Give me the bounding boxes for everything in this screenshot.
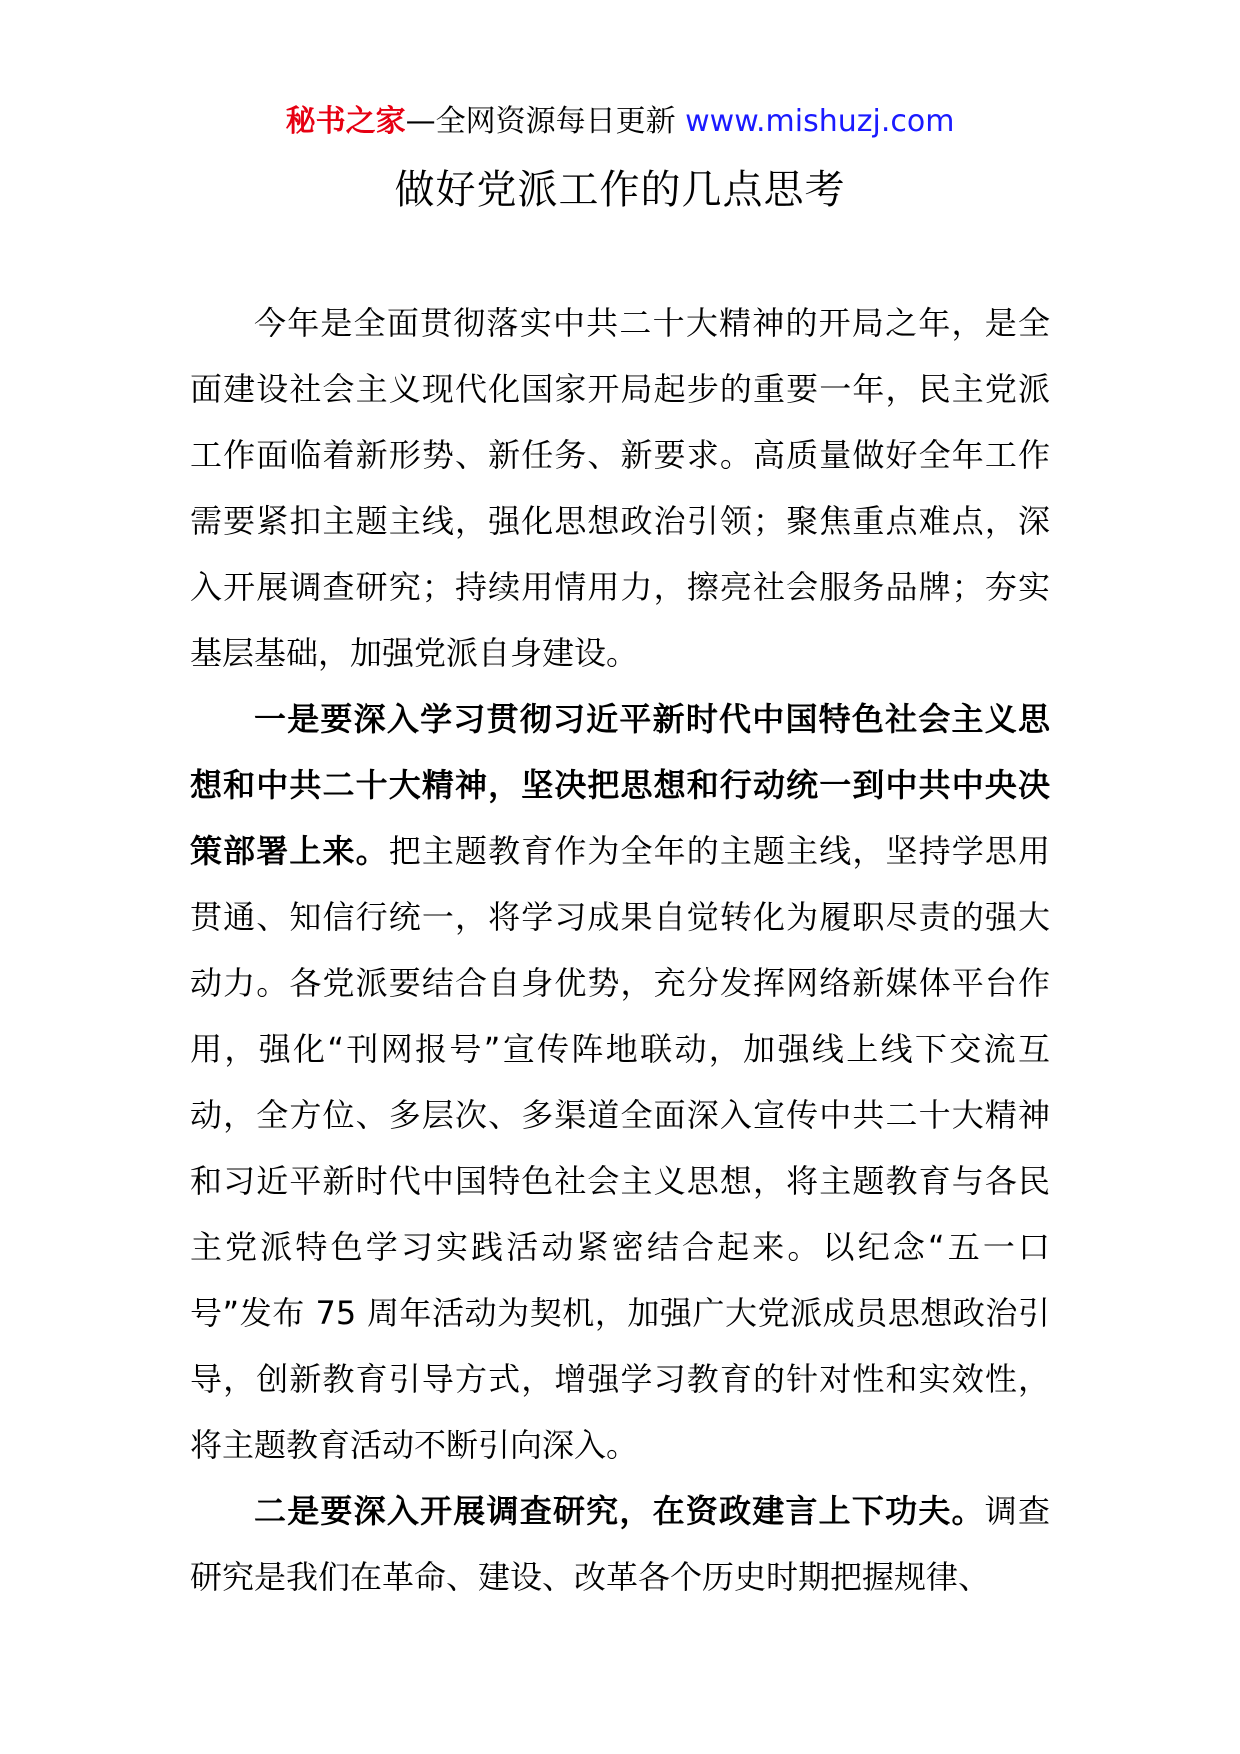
paragraph-intro [190, 290, 1050, 686]
paragraph-point-two [190, 1478, 1050, 1610]
document-body [190, 290, 1050, 1610]
site-slogan: —全网资源每日更新 [405, 104, 676, 139]
document-title: 做好党派工作的几点思考 [394, 167, 846, 213]
paragraph-text: 把主题教育作为全年的主题主线，坚持学思用贯通、知信行统一，将学习成果自觉转化为履职尽责的强大动力。各党派要结合自身优势，充分发挥网络新媒体平台作用，强化“刊网报号”宣传阵地联动，加强线上线下交流互动，全方位、多层次、多渠道全面深入宣传中共二十大精神和习近平新时代中国特色社会主义思想，将主题教育与各民主党派特色学习实践活动紧密结合起来。以纪念“五一口号”发布 75 周年活动为契机，加强广大党派成员思想政治引导，创新教育引导方式，增强学习教育的针对性和实效性，将主题教育活动不断引向深入。 [190, 832, 1050, 1464]
paragraph-lead: 二是要深入开展调查研究，在资政建言上下功夫。 [254, 1492, 985, 1530]
paragraph-point-one [190, 686, 1050, 1478]
paragraph-lead: 一是要深入学习贯彻习近平新时代中国特色社会主义思想和中共二十大精神，坚决把思想和行动统一到中共中央决策部署上来。 [190, 700, 1050, 870]
paragraph-text: 今年是全面贯彻落实中共二十大精神的开局之年，是全面建设社会主义现代化国家开局起步的重要一年，民主党派工作面临着新形势、新任务、新要求。高质量做好全年工作需要紧扣主题主线，强化思想政治引领；聚焦重点难点，深入开展调查研究；持续用情用力，擦亮社会服务品牌；夯实基层基础，加强党派自身建设。 [190, 304, 1050, 672]
paragraph-text: 调查研究是我们在革命、建设、改革各个历史时期把握规律、 [190, 1492, 1050, 1596]
brand-name: 秘书之家 [285, 104, 406, 139]
site-header [0, 100, 1240, 144]
site-url-link[interactable]: www.mishuzj.com [685, 104, 955, 139]
